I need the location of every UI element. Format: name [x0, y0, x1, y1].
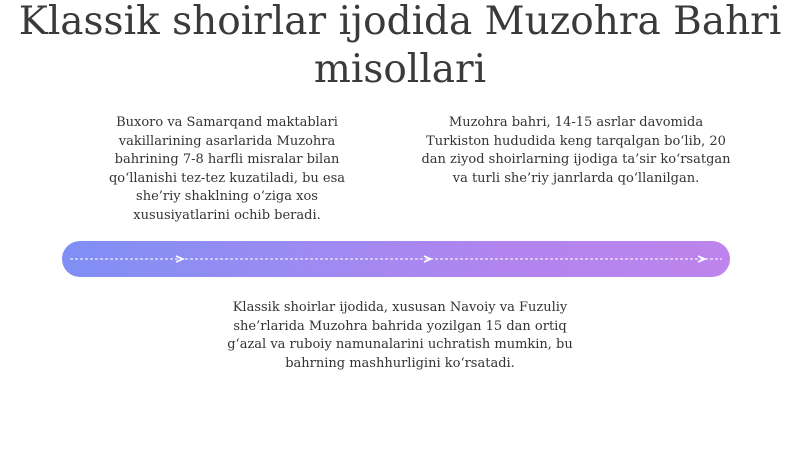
timeline-arrows: [62, 241, 730, 277]
page-title: Klassik shoirlar ijodida Muzohra Bahri misollari: [18, 0, 782, 92]
timeline-bar: [62, 241, 730, 277]
text-block-left: Buxoro va Samarqand maktablari vakillarining asarlarida Muzohra bahrining 7-8 harfli misralar bilan qo‘llanishi tez-tez kuzatiladi, bu esa she’riy shaklning o‘ziga xos xususiyatlarini ochib beradi.: [108, 115, 346, 223]
text-block-right: Muzohra bahri, 14-15 asrlar davomida Turkiston hududida keng tarqalgan bo‘lib, 20 dan ziyod shoirlarning ijodiga ta’sir ko‘rsatgan va turli she’riy janrlarda qo‘llanilgan.: [421, 115, 731, 186]
text-block-bottom: Klassik shoirlar ijodida, xususan Navoiy va Fuzuliy she’rlarida Muzohra bahrida yozilgan 15 dan ortiq g‘azal va ruboiy namunalarini uchratish mumkin, bu bahrning mashhurligini ko‘rsatadi.: [227, 300, 573, 371]
